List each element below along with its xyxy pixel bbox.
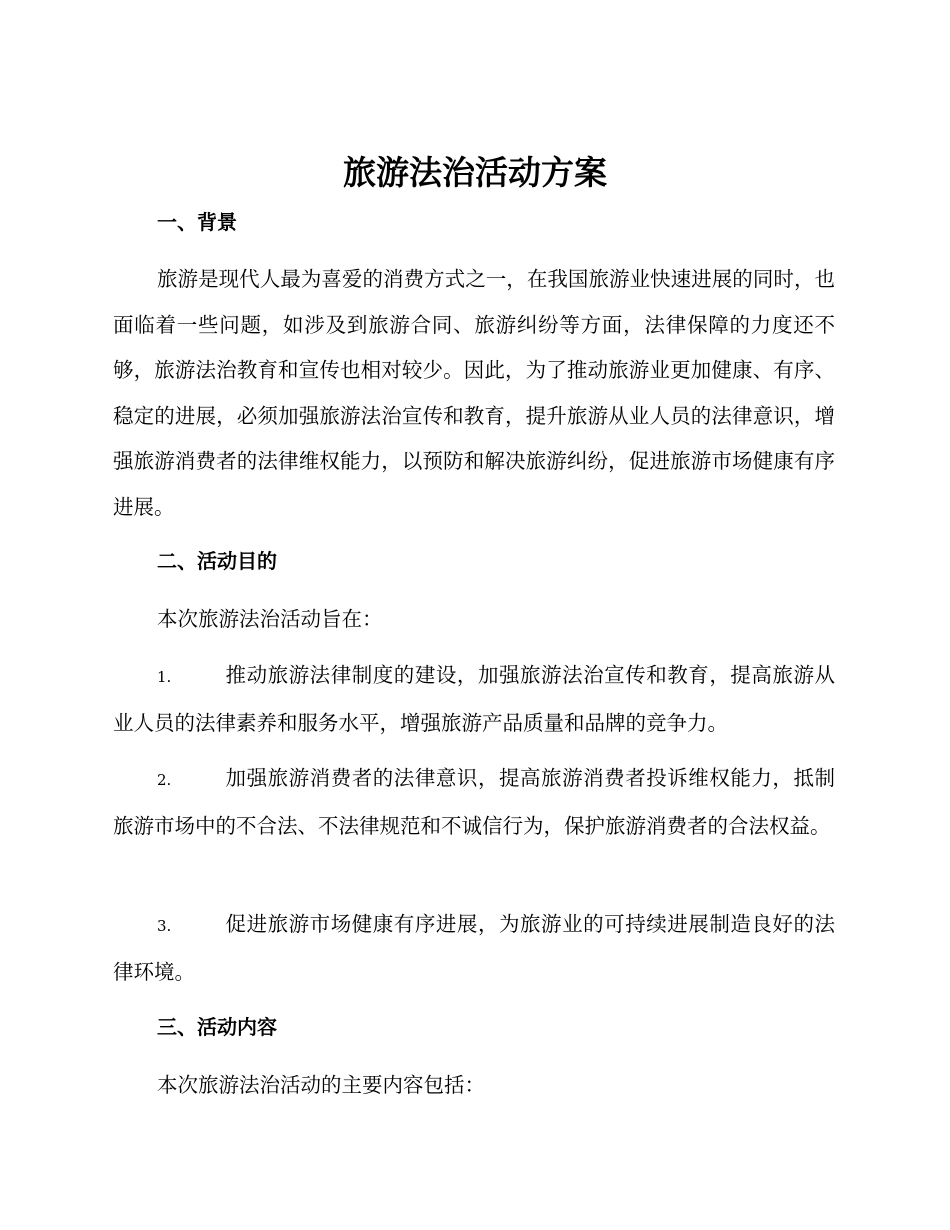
purpose-item-3 bbox=[113, 902, 835, 995]
document-title: 旅游法治活动方案 bbox=[343, 153, 607, 192]
content-intro: 本次旅游法治活动的主要内容包括： bbox=[157, 1073, 485, 1097]
item-number: 2. bbox=[157, 771, 172, 789]
section-heading-purpose: 二、活动目的 bbox=[157, 549, 277, 573]
item-text: 加强旅游消费者的法律意识，提高旅游消费者投诉维权能力，抵制旅游市场中的不合法、不法律规范和不诚信行为，保护旅游消费者的合法权益。 bbox=[113, 766, 835, 838]
item-text: 促进旅游市场健康有序进展，为旅游业的可持续进展制造良好的法律环境。 bbox=[113, 912, 835, 984]
item-number: 3. bbox=[157, 917, 172, 935]
item-text: 推动旅游法律制度的建设，加强旅游法治宣传和教育，提高旅游从业人员的法律素养和服务水平，增强旅游产品质量和品牌的竞争力。 bbox=[113, 663, 835, 735]
section-heading-content: 三、活动内容 bbox=[157, 1015, 277, 1039]
background-paragraph: 旅游是现代人最为喜爱的消费方式之一，在我国旅游业快速进展的同时，也面临着一些问题，如涉及到旅游合同、旅游纠纷等方面，法律保障的力度还不够，旅游法治教育和宣传也相对较少。因此，为了推动旅游业更加健康、有序、稳定的进展，必须加强旅游法治宣传和教育，提升旅游从业人员的法律意识，增强旅游消费者的法律维权能力，以预防和解决旅游纠纷，促进旅游市场健康有序进展。 bbox=[113, 267, 835, 519]
purpose-item-2 bbox=[113, 756, 835, 849]
section-heading-background: 一、背景 bbox=[157, 210, 237, 234]
item-number: 1. bbox=[157, 668, 172, 686]
purpose-intro: 本次旅游法治活动旨在： bbox=[157, 607, 383, 631]
purpose-item-1 bbox=[113, 653, 835, 746]
